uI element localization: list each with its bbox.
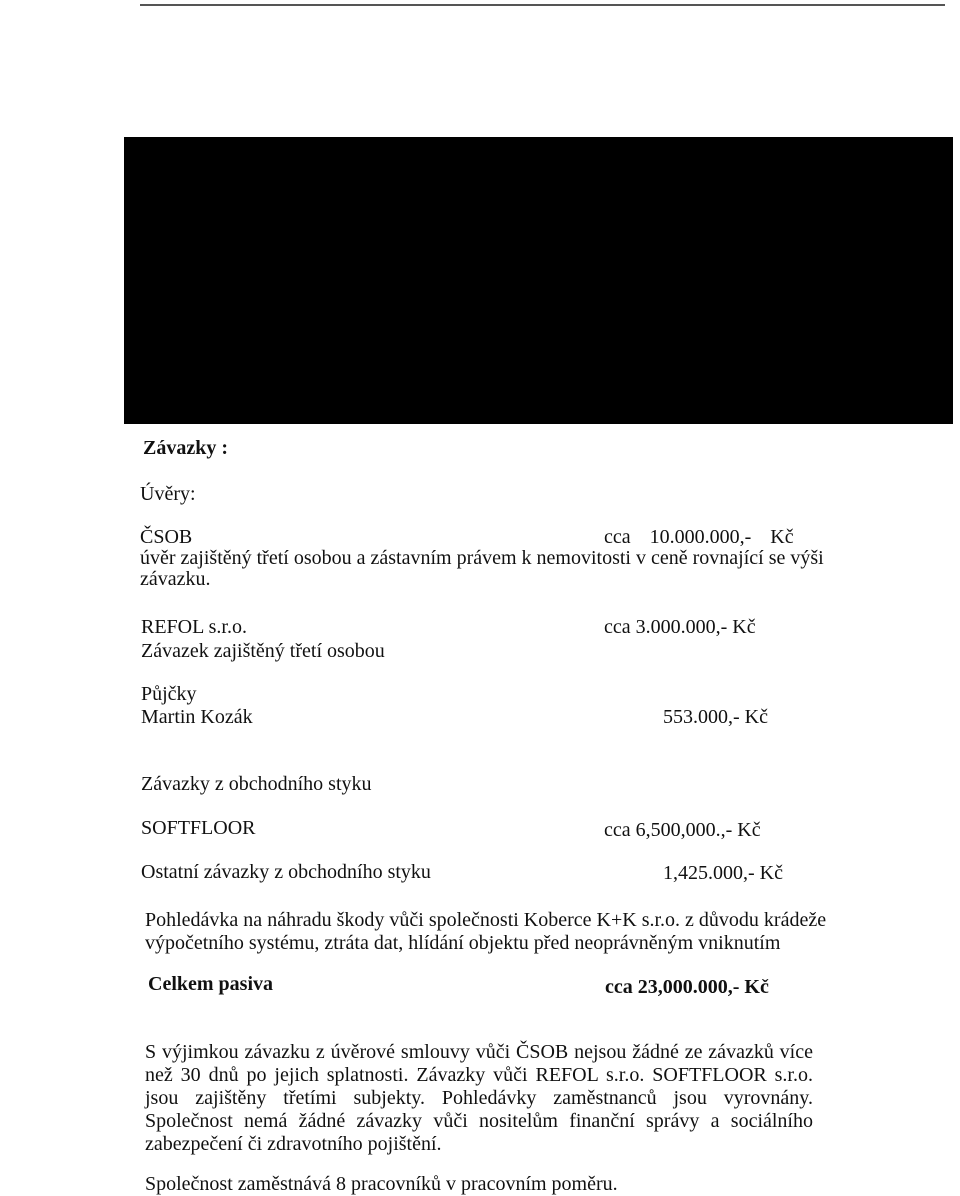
claim-line-2: výpočetního systému, ztráta dat, hlídání objektu před neoprávněným vniknutím	[145, 932, 781, 954]
refol-name: REFOL s.r.o.	[141, 616, 247, 638]
borrowings-amount: 553.000,- Kč	[663, 706, 768, 728]
claim-line-1: Pohledávka na náhradu škody vůči společnosti Koberce K+K s.r.o. z důvodu krádeže	[145, 909, 827, 931]
softfloor-amount: cca 6,500,000.,- Kč	[604, 819, 761, 841]
other-trade-amount: 1,425.000,- Kč	[663, 862, 783, 884]
total-label: Celkem pasiva	[148, 973, 273, 995]
liabilities-paragraph: S výjimkou závazku z úvěrové smlouvy vůči ČSOB nejsou žádné ze závazků více než 30 dnů po jejich splatnosti. Závazky vůči REFOL s.r.o. SOFTFLOOR s.r.o. jsou zajištěny třetími subjekty. Pohledávky zaměstnanců jsou vyrovnány. Společnost nemá žádné závazky vůči nositelům finanční správy a sociálního zabezpečení či zdravotního pojištění.	[145, 1041, 813, 1155]
redaction-block	[124, 137, 953, 424]
csob-amount: cca 10.000.000,- Kč	[604, 526, 794, 548]
borrowings-name: Martin Kozák	[141, 706, 253, 728]
employees-note: Společnost zaměstnává 8 pracovníků v pracovním poměru.	[145, 1173, 618, 1195]
csob-description: úvěr zajištěný třetí osobou a zástavním právem k nemovitosti v ceně rovnající se výši	[140, 547, 824, 569]
top-rule	[140, 4, 945, 6]
liabilities-heading: Závazky :	[143, 437, 228, 459]
trade-title: Závazky z obchodního styku	[141, 773, 372, 795]
refol-description: Závazek zajištěný třetí osobou	[141, 640, 385, 662]
softfloor-name: SOFTFLOOR	[141, 817, 256, 839]
refol-amount: cca 3.000.000,- Kč	[604, 616, 756, 638]
csob-description-cont: závazku.	[140, 568, 211, 590]
borrowings-title: Půjčky	[141, 683, 197, 705]
total-amount: cca 23,000.000,- Kč	[605, 976, 769, 998]
loans-title: Úvěry:	[140, 483, 196, 505]
csob-name: ČSOB	[140, 526, 193, 548]
other-trade-name: Ostatní závazky z obchodního styku	[141, 861, 431, 883]
